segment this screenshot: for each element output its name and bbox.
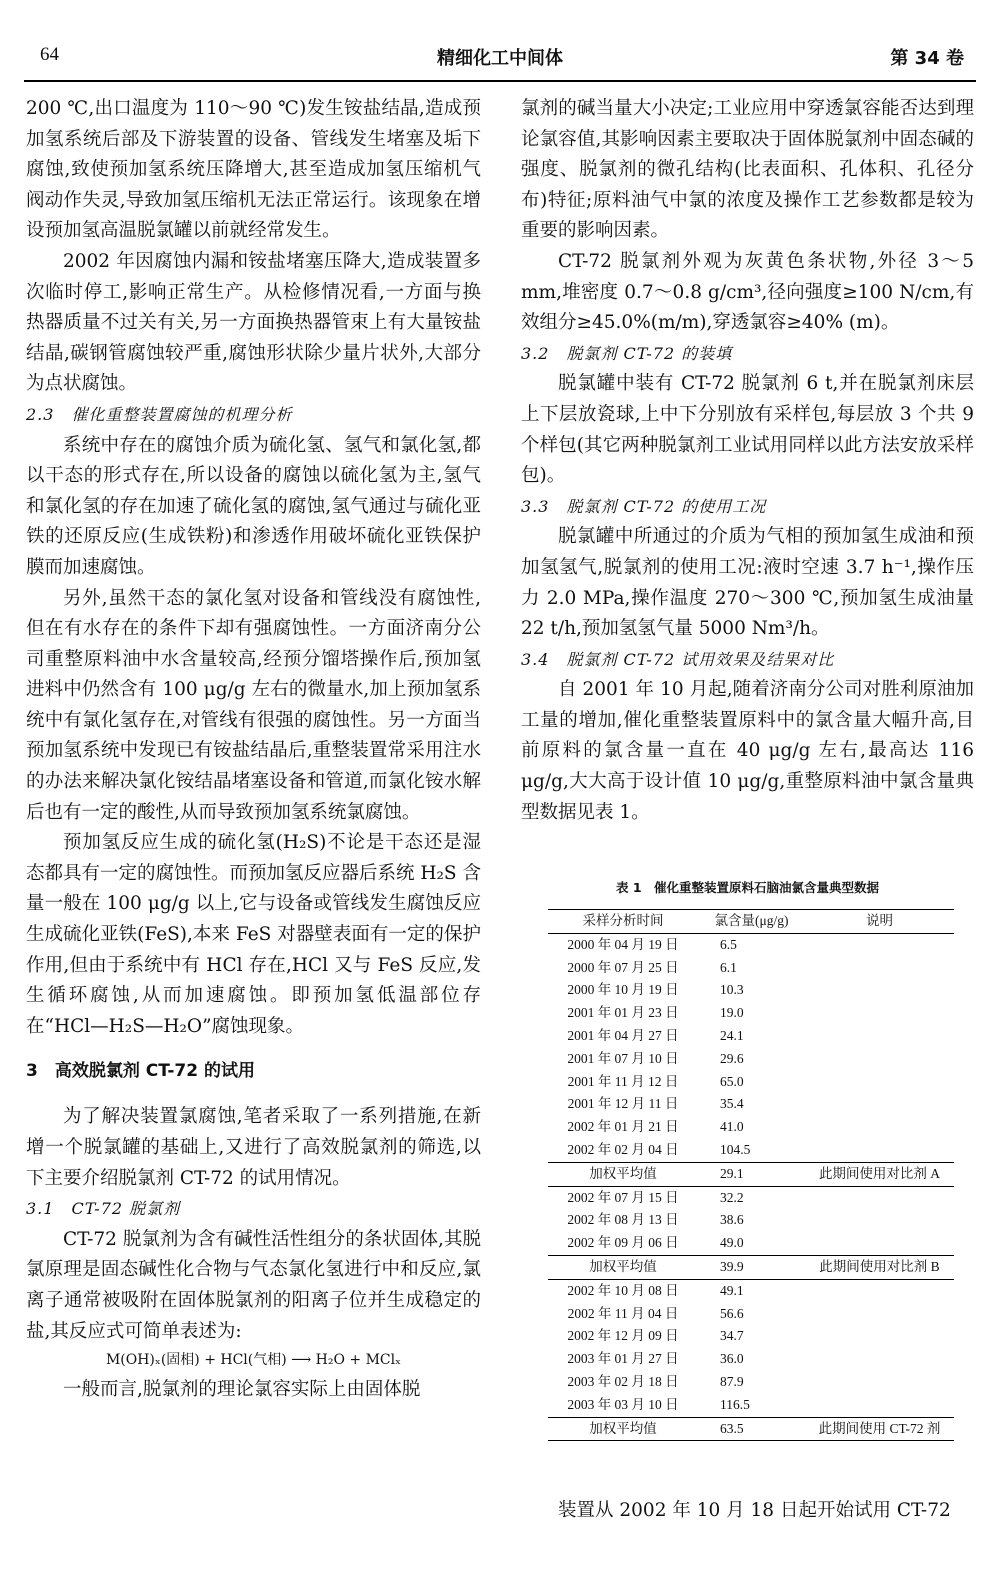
left-column — [26, 94, 481, 1406]
paragraph: 自 2001 年 10 月起,随着济南分公司对胜利原油加工量的增加,催化重整装置原料中的氯含量大幅升高,目前原料的氯含量一直在 40 μg/g 左右,最高达 116 μg/g,大大高于设计值 10 μg/g,重整原料油中氯含量典型数据见表 1。 — [521, 679, 974, 823]
table-row — [548, 1116, 954, 1139]
table-cell-note: 此期间使用 CT-72 剂 — [805, 1417, 954, 1441]
table-cell-note — [805, 1048, 954, 1071]
table-cell-date: 2003 年 02 月 18 日 — [567, 1373, 679, 1389]
table-cell-note — [805, 1186, 954, 1209]
table-cell-date: 加权平均值 — [548, 1162, 698, 1186]
table-cell-date: 2003 年 01 月 27 日 — [567, 1351, 679, 1367]
table-cell-date: 2000 年 07 月 25 日 — [567, 959, 679, 975]
table-row — [548, 1093, 954, 1116]
paragraph: CT-72 脱氯剂外观为灰黄色条状物,外径 3～5 mm,堆密度 0.7～0.8 g/cm³,径向强度≥100 N/cm,有效组分≥45.0%(m/m),穿透氯容≥40% (m)。 — [521, 250, 974, 334]
section-heading: 3 高效脱氯剂 CT-72 的试用 — [26, 1061, 255, 1082]
table-cell-value: 38.6 — [720, 1212, 744, 1228]
paragraph: 氯剂的碱当量大小决定;工业应用中穿透氯容能否达到理论氯容值,其影响因素主要取决于固体脱氯剂中固态碱的强度、脱氯剂的微孔结构(比表面积、孔体积、孔径分布)特征;原料油气中氯的浓度及操作工艺参数都是较为重要的影响因素。 — [521, 98, 974, 242]
table-row — [548, 1025, 954, 1048]
subsection-heading: 2.3 催化重整装置腐蚀的机理分析 — [26, 404, 293, 424]
table-cell-note — [805, 1325, 954, 1348]
table-row — [548, 1394, 954, 1417]
paragraph: 200 ℃,出口温度为 110～90 ℃)发生铵盐结晶,造成预加氢系统后部及下游装置的设备、管线发生堵塞及垢下腐蚀,致使预加氢系统压降增大,甚至造成加氢压缩机气阀动作失灵,导致加氢压缩机无法正常运行。该现象在增设预加氢高温脱氯罐以前就经常发生。 — [26, 98, 481, 242]
table-cell-value: 87.9 — [720, 1373, 744, 1389]
table-cell-date: 2001 年 11 月 12 日 — [567, 1073, 679, 1089]
table-row — [548, 1325, 954, 1348]
table-cell-date: 2001 年 12 月 11 日 — [567, 1096, 679, 1112]
table-row — [548, 1048, 954, 1071]
table-cell-note — [805, 1348, 954, 1371]
table-row — [548, 1303, 954, 1326]
table-row-weighted-average — [548, 1255, 954, 1279]
table-cell-value: 63.5 — [698, 1417, 805, 1441]
table-cell-note — [805, 1116, 954, 1139]
table-cell-value: 56.6 — [720, 1305, 744, 1321]
table-row — [548, 1371, 954, 1394]
table-cell-value: 32.2 — [720, 1189, 744, 1205]
table-cell-note — [805, 1209, 954, 1232]
paragraph: 另外,虽然干态的氯化氢对设备和管线没有腐蚀性,但在有水存在的条件下却有强腐蚀性。一方面济南分公司重整原料油中水含量较高,经预分馏塔操作后,预加氢进料中仍然含有 100 μg/g 左右的微量水,加上预加氢系统中有氯化氢存在,对管线有很强的腐蚀性。另一方面当预加氢系统中发现已有铵盐结晶后,重整装置常采用注水的办法来解决氯化铵结晶堵塞设备和管道,而氯化铵水解后也有一定的酸性,从而导致预加氢系统氯腐蚀。 — [26, 587, 481, 823]
table-row — [548, 1186, 954, 1209]
table-cell-date: 2002 年 02 月 04 日 — [567, 1141, 679, 1157]
table-row — [548, 1002, 954, 1025]
table-row — [548, 1071, 954, 1094]
table-cell-value: 35.4 — [720, 1096, 744, 1112]
table-cell-value: 29.6 — [720, 1050, 744, 1066]
table-cell-value: 34.7 — [720, 1328, 744, 1344]
table-cell-note — [805, 1139, 954, 1162]
table-cell-date: 2002 年 07 月 15 日 — [567, 1189, 679, 1205]
table-cell-note: 此期间使用对比剂 A — [805, 1162, 954, 1186]
paragraph: 2002 年因腐蚀内漏和铵盐堵塞压降大,造成装置多次临时停工,影响正常生产。从检修情况看,一方面与换热器质量不过关有关,另一方面换热器管束上有大量铵盐结晶,碳钢管腐蚀较严重,腐蚀形状除少量片状外,大部分为点状腐蚀。 — [26, 250, 481, 395]
table-cell-note — [805, 1025, 954, 1048]
table-row — [548, 1279, 954, 1302]
table-cell-date: 2000 年 04 月 19 日 — [567, 936, 679, 952]
table-row — [548, 957, 954, 980]
table-cell-date: 2003 年 03 月 10 日 — [567, 1396, 679, 1412]
table-cell-value: 19.0 — [720, 1005, 744, 1021]
table-cell-value: 10.3 — [720, 982, 744, 998]
column-header: 氯含量(μg/g) — [698, 910, 805, 934]
paragraph: CT-72 脱氯剂为含有碱性活性组分的条状固体,其脱氯原理是固态碱性化合物与气态氯化氢进行中和反应,氯离子通常被吸附在固体脱氯剂的阳离子位并生成稳定的盐,其反应式可简单表述为: — [26, 1228, 481, 1342]
table-cell-value: 24.1 — [720, 1027, 744, 1043]
volume-label: 第 34 卷 — [890, 48, 964, 69]
paragraph: 一般而言,脱氯剂的理论氯容实际上由固体脱 — [63, 1379, 421, 1401]
table-row — [548, 1232, 954, 1255]
paragraph: 系统中存在的腐蚀介质为硫化氢、氢气和氯化氢,都以干态的形式存在,所以设备的腐蚀以硫化氢为主,氢气和氯化氢的存在加速了硫化氢的腐蚀,氢气通过与硫化亚铁的还原反应(生成铁粉)和渗透作用破坏硫化亚铁保护膜而加速腐蚀。 — [26, 434, 481, 578]
table-body — [548, 933, 954, 1441]
table-cell-date: 2002 年 11 月 04 日 — [567, 1305, 679, 1321]
table-row-weighted-average — [548, 1162, 954, 1186]
table-cell-value: 6.1 — [720, 959, 737, 975]
table-cell-note — [805, 1371, 954, 1394]
page-number: 64 — [40, 44, 59, 65]
table-cell-value: 6.5 — [720, 936, 737, 952]
table-row — [548, 1139, 954, 1162]
column-header: 说明 — [805, 910, 954, 934]
paragraph: 预加氢反应生成的硫化氢(H₂S)不论是干态还是湿态都具有一定的腐蚀性。而预加氢反应器后系统 H₂S 含量一般在 100 μg/g 以上,它与设备或管线发生腐蚀反应生成硫化亚铁(FeS),本来 FeS 对器壁表面有一定的保护作用,但由于系统中有 HCl 存在,HCl 又与 FeS 反应,发生循环腐蚀,从而加速腐蚀。即预加氢低温部位存在“HCl—H₂S—H₂O”腐蚀现象。 — [26, 832, 481, 1037]
reaction-formula: M(OH)ₓ(固相) + HCl(气相) ⟶ H₂O + MClₓ — [105, 1352, 402, 1369]
table-cell-value: 104.5 — [720, 1141, 751, 1157]
table-cell-value: 49.0 — [720, 1235, 744, 1251]
table-cell-date: 2001 年 07 月 10 日 — [567, 1050, 679, 1066]
table-cell-note — [805, 979, 954, 1002]
subsection-heading: 3.4 脱氯剂 CT-72 试用效果及结果对比 — [521, 649, 835, 669]
subsection-heading: 3.3 脱氯剂 CT-72 的使用工况 — [521, 496, 767, 516]
table-cell-value: 29.1 — [698, 1162, 805, 1186]
table-cell-value: 36.0 — [720, 1351, 744, 1367]
paragraph: 脱氯罐中装有 CT-72 脱氯剂 6 t,并在脱氯剂床层上下层放瓷球,上中下分别放有采样包,每层放 3 个共 9 个样包(其它两种脱氯剂工业试用同样以此方法安放采样包)。 — [521, 373, 974, 487]
paragraph: 脱氯罐中所通过的介质为气相的预加氢生成油和预加氢氢气,脱氯剂的使用工况:液时空速 3.7 h⁻¹,操作压力 2.0 MPa,操作温度 270～300 ℃,预加氢生成油量 22 t/h,预加氢氢气量 5000 Nm³/h。 — [521, 526, 974, 640]
table-cell-note — [805, 933, 954, 956]
subsection-heading: 3.2 脱氯剂 CT-72 的装填 — [521, 343, 733, 363]
paragraph: 为了解决装置氯腐蚀,笔者采取了一系列措施,在新增一个脱氯罐的基础上,又进行了高效脱氯剂的筛选,以下主要介绍脱氯剂 CT-72 的试用情况。 — [26, 1106, 481, 1189]
table-title: 表 1 催化重整装置原料石脑油氯含量典型数据 — [615, 880, 880, 895]
table-cell-note — [805, 1002, 954, 1025]
page-header — [0, 38, 1000, 78]
table-cell-date: 加权平均值 — [548, 1417, 698, 1441]
chlorine-content-table — [548, 909, 954, 1441]
table-cell-note — [805, 1071, 954, 1094]
table-row — [548, 1209, 954, 1232]
table-row — [548, 1348, 954, 1371]
table-cell-date: 2002 年 01 月 21 日 — [567, 1119, 679, 1135]
table-cell-note — [805, 1093, 954, 1116]
table-header-row — [548, 910, 954, 934]
table-row-weighted-average — [548, 1417, 954, 1441]
journal-name: 精细化工中间体 — [437, 48, 563, 69]
table-cell-value: 41.0 — [720, 1119, 744, 1135]
table-cell-note — [805, 1394, 954, 1417]
table-cell-date: 2001 年 04 月 27 日 — [567, 1027, 679, 1043]
table-cell-note: 此期间使用对比剂 B — [805, 1255, 954, 1279]
table-cell-note — [805, 1303, 954, 1326]
table-cell-note — [805, 957, 954, 980]
header-rule — [24, 80, 976, 82]
table-cell-value: 65.0 — [720, 1073, 744, 1089]
table-cell-date: 2002 年 08 月 13 日 — [567, 1212, 679, 1228]
paragraph-tail: 装置从 2002 年 10 月 18 日起开始试用 CT-72 — [558, 1500, 951, 1521]
subsection-heading: 3.1 CT-72 脱氯剂 — [26, 1199, 181, 1219]
table-row — [548, 979, 954, 1002]
table-cell-value: 116.5 — [720, 1396, 750, 1412]
table-cell-value: 49.1 — [720, 1282, 744, 1298]
right-column — [521, 94, 974, 828]
table-cell-note — [805, 1232, 954, 1255]
table-cell-note — [805, 1279, 954, 1302]
table-cell-date: 2002 年 09 月 06 日 — [567, 1235, 679, 1251]
table-row — [548, 933, 954, 956]
column-header: 采样分析时间 — [548, 910, 698, 934]
table-cell-date: 2001 年 01 月 23 日 — [567, 1005, 679, 1021]
table-cell-date: 2002 年 12 月 09 日 — [567, 1328, 679, 1344]
table-cell-value: 39.9 — [698, 1255, 805, 1279]
table-cell-date: 2002 年 10 月 08 日 — [567, 1282, 679, 1298]
table-cell-date: 加权平均值 — [548, 1255, 698, 1279]
table-cell-date: 2000 年 10 月 19 日 — [567, 982, 679, 998]
